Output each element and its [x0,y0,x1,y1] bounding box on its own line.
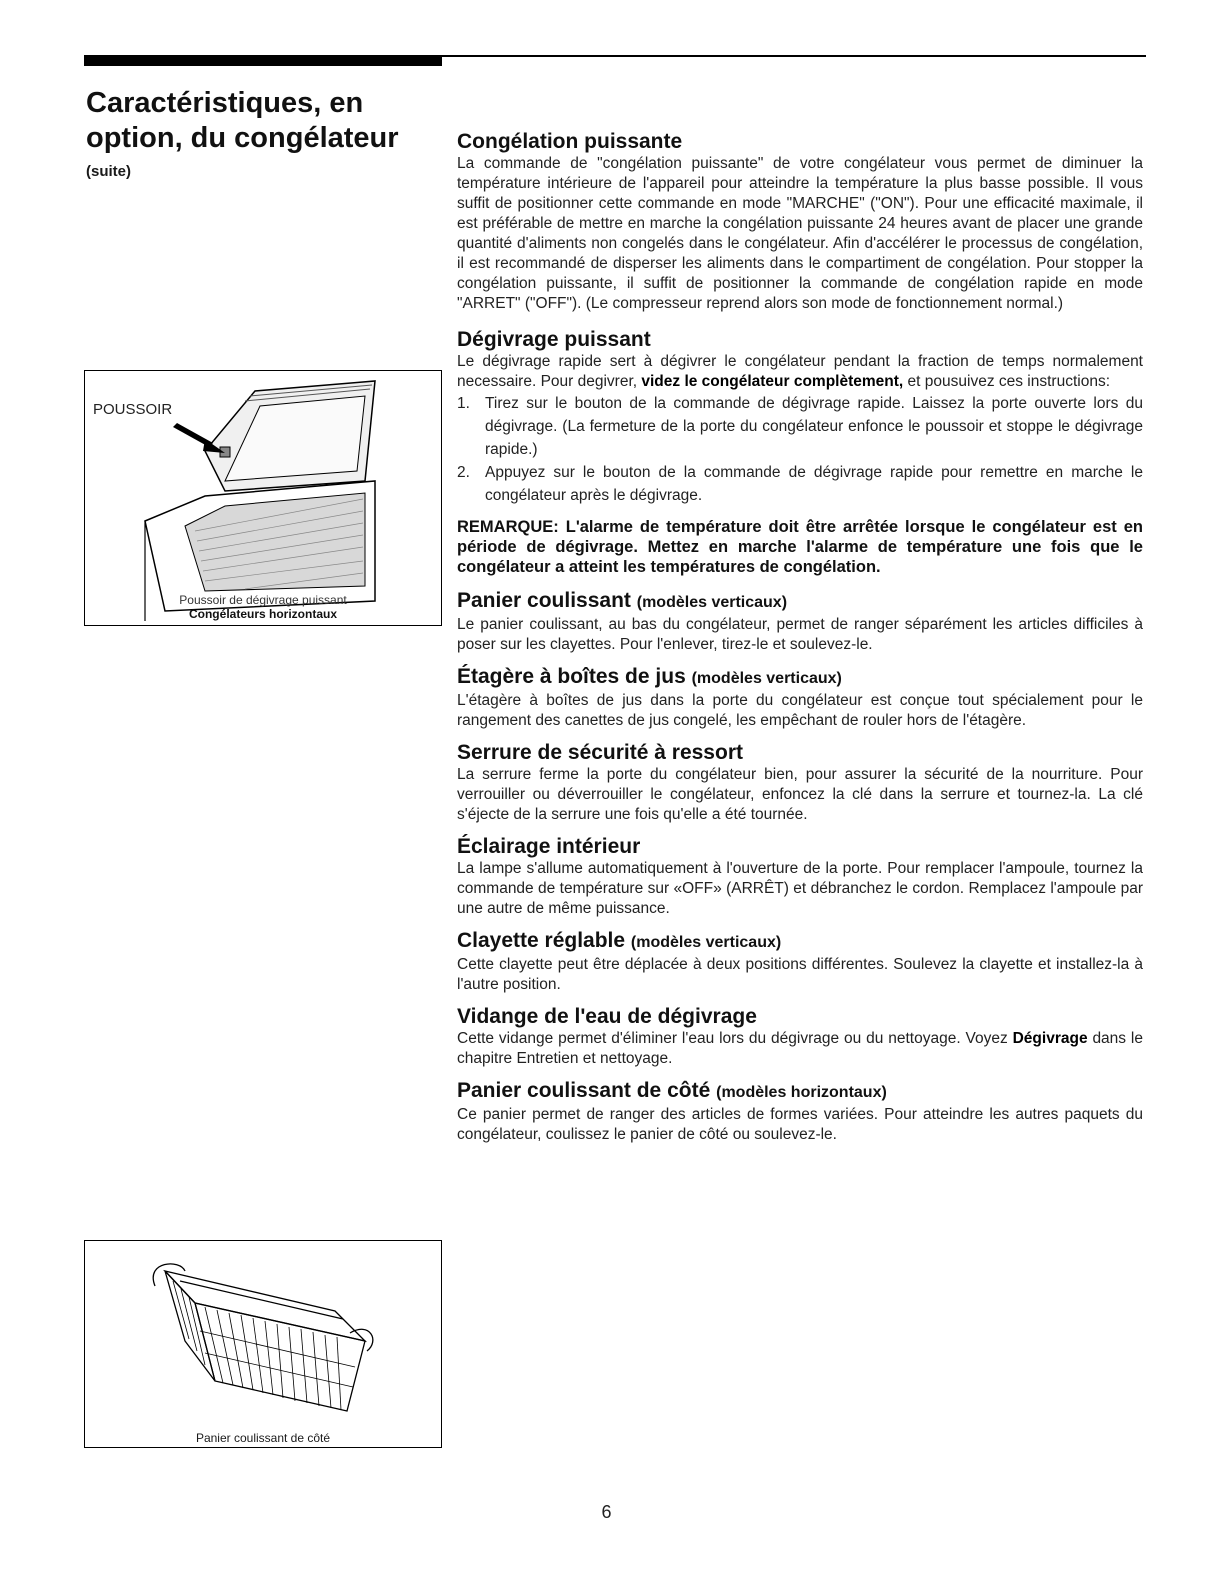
body-start: Le dégivrage rapide sert à dégivrer le congélateur pendant la fraction de temps normalement necessaire. Pour degivrer, [457,353,1143,390]
chest-freezer-figure [84,370,442,626]
section-vidange [457,1005,1143,1069]
section-title: Congélation puissante [457,130,683,153]
body-end: dans le chapitre Entretien et nettoyage. [457,1030,1143,1067]
list-item [457,392,1143,461]
defrost-steps [457,392,1143,507]
section-body [457,352,1143,392]
section-body: Cette clayette peut être déplacée à deux positions différentes. Soulevez la clayette et installez-la à l'autre position. [457,956,1143,993]
section-clayette [457,929,1143,995]
body-start: Cette vidange permet d'éliminer l'eau lors du dégivrage ou du nettoyage. Voyez [457,1030,1013,1047]
section-body: La commande de "congélation puissante" de votre congélateur vous permet de diminuer la température intérieure de l'appareil pour atteindre la température la plus basse possible. Il vous suffit de positionner cette commande en mode "MARCHE" ("ON"). Pour une efficacité maximale, il est préférable de mettre en marche la congélation puissante 24 heures avant de placer une grande quantité d'aliments non congelés dans le congélateur. Afin d'accélérer le processus de congélation, il est recommandé de disperser les aliments dans le compartiment de congélation. Pour stopper la congélation puissante, il suffit de positionner la commande de congélation rapide en mode "ARRET" ("OFF"). (Le compresseur reprend alors son mode de fonctionnement normal.) [457,155,1143,312]
basket-figure [84,1240,442,1448]
title-qualifier: (modèles verticaux) [630,934,782,951]
section-panier-cote [457,1079,1143,1145]
section-panier-coulissant [457,589,1143,655]
section-title [457,665,1143,691]
section-body: La serrure ferme la porte du congélateur bien, pour assurer la sécurité de la nourriture. Pour verrouiller ou déverrouiller le congélateur, enfoncez la clé dans la serrure et tournez-la. La clé s'éjecte de la serrure une fois qu'elle a été tournée. [457,766,1143,823]
step-text: Appuyez sur le bouton de la commande de dégivrage rapide pour remettre en marche le congélateur après le dégivrage. [485,464,1143,504]
title-qualifier: (modèles verticaux) [636,594,788,611]
section-congelation-puissante [457,130,1143,314]
list-item [457,461,1143,507]
step-number: 2. [457,464,470,481]
section-title: Vidange de l'eau de dégivrage [457,1005,757,1028]
section-body: Ce panier permet de ranger des articles de formes variées. Pour atteindre les autres paquets du congélateur, coulissez le panier de côté ou soulevez-le. [457,1106,1143,1143]
section-body: La lampe s'allume automatiquement à l'ouverture de la porte. Pour remplacer l'ampoule, tournez la commande de température sur «OFF» (ARRÊT) et débranchez le cordon. Remplacez l'ampoule par une autre de même puissance. [457,860,1143,917]
section-serrure [457,741,1143,825]
wire-basket-illustration [85,1241,441,1447]
remarque-note: REMARQUE: L'alarme de température doit être arrêtée lorsque le congélateur est en période de dégivrage. Mettez en marche l'alarme de température une fois que le congélateur a atteint les températures de congélation. [457,518,1143,576]
title-qualifier: (modèles verticaux) [691,670,842,687]
section-degivrage-puissant [457,328,1143,507]
step-number: 1. [457,395,470,412]
body-bold: Dégivrage [1012,1030,1088,1047]
section-title [457,589,1143,615]
title-qualifier: (modèles horizontaux) [716,1084,887,1101]
body-end: et pousuivez ces instructions: [903,373,1111,390]
title-text: Panier coulissant [457,589,631,612]
page-title: Caractéristiques, en option, du congélateur [86,87,399,154]
page-subtitle: (suite) [86,163,131,180]
section-etagere [457,665,1143,731]
section-body: L'étagère à boîtes de jus dans la porte du congélateur est conçue tout spécialement pour le rangement des canettes de jus congelé, les empêchant de rouler hors de l'étagère. [457,692,1143,729]
section-eclairage [457,835,1143,919]
title-text: Clayette réglable [457,929,626,952]
section-body [457,1029,1143,1069]
title-text: Panier coulissant de côté [457,1079,711,1102]
chest-freezer-caption [85,593,441,621]
basket-caption: Panier coulissant de côté [195,1431,331,1445]
section-title: Dégivrage puissant [457,328,651,351]
section-body: Le panier coulissant, au bas du congélateur, permet de ranger séparément les articles difficiles à poser sur les clayettes. Pour l'enlever, tirez-le et soulevez-le. [457,616,1143,653]
body-bold: videz le congélateur complètement, [641,373,904,390]
section-title: Éclairage intérieur [457,835,641,858]
title-text: Étagère à boîtes de jus [457,665,686,688]
poussoir-label: POUSSOIR [93,401,173,418]
section-title [457,1079,1143,1105]
caption-line-2: Congélateurs horizontaux [188,607,337,621]
header-rule-thin [442,55,1146,57]
header-rule-thick [84,55,442,66]
page-number: 6 [601,1502,612,1522]
section-title [457,929,1143,955]
section-title: Serrure de sécurité à ressort [457,741,743,764]
step-text: Tirez sur le bouton de la commande de dégivrage rapide. Laissez la porte ouverte lors du dégivrage. (La fermeture de la porte du congélateur enfonce le poussoir et stoppe le dégivrage rapide.) [485,395,1143,458]
content-column [457,130,1143,1155]
caption-line-1: Poussoir de dégivrage puissant [179,593,347,607]
